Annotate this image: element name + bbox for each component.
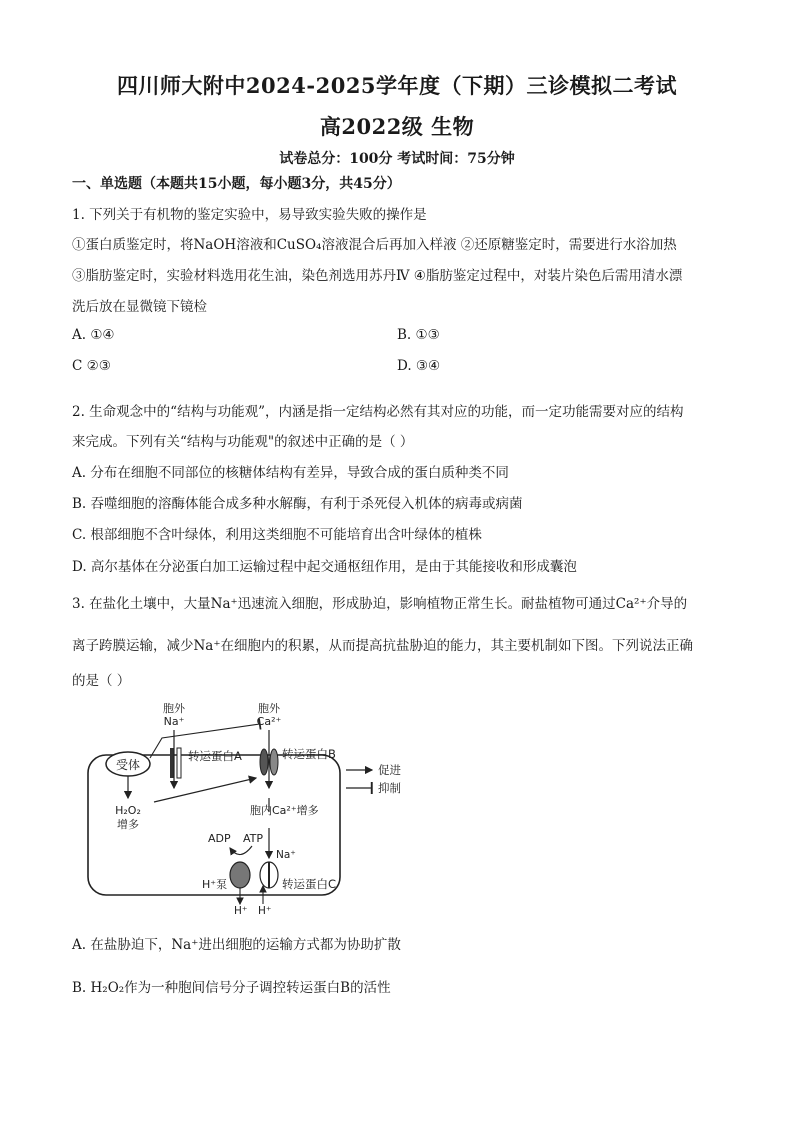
promote-label: 促进 [378, 763, 401, 777]
h-label-1: H⁺ [234, 905, 248, 917]
transporter-b-label: 转运蛋白B [282, 747, 336, 761]
receptor-label: 受体 [115, 758, 141, 772]
intracellular-ca-label: 胞内Ca²⁺增多 [250, 804, 319, 817]
h-pump-shape [230, 862, 250, 888]
q2-stem-line1: 2. 生命观念中的“结构与功能观”，内涵是指一定结构必然有其对应的功能，而一定功能需要对应的结构 [72, 404, 684, 420]
q1-line2: ③脂肪鉴定时，实验材料选用花生油，染色剂选用苏丹Ⅳ ④脂肪鉴定过程中，对装片染色后需用清水漂 [72, 268, 683, 284]
atp-hydrolysis-arrow [230, 846, 252, 855]
section-title: 一、单选题（本题共15小题，每小题3分，共45分） [72, 176, 401, 192]
h2o2-to-b-arrow [154, 778, 256, 802]
q3-option-b: B. H₂O₂作为一种胞间信号分子调控转运蛋白B的活性 [72, 980, 391, 996]
transporter-a-shape [170, 748, 181, 778]
h-label-2: H⁺ [258, 905, 272, 917]
atp-label: ATP [243, 832, 264, 845]
q1-stem: 1. 下列关于有机物的鉴定实验中，易导致实验失败的操作是 [72, 207, 427, 223]
h-pump-label: H⁺泵 [202, 878, 228, 891]
grade-subject: 高2022级 生物 [319, 114, 475, 139]
h2o2-label-2: 增多 [117, 818, 139, 831]
q1-option-b: B. ①③ [397, 327, 440, 343]
q2-stem-line2: 来完成。下列有关“结构与功能观"的叙述中正确的是（ ） [72, 434, 414, 450]
h2o2-label-1: H₂O₂ [115, 804, 141, 817]
q1-line3: 洗后放在显微镜下镜检 [72, 299, 207, 315]
q2-option-b: B. 吞噬细胞的溶酶体能合成多种水解酶，有利于杀死侵入机体的病毒或病菌 [72, 496, 523, 512]
q2-option-a: A. 分布在细胞不同部位的核糖体结构有差异，导致合成的蛋白质种类不同 [72, 465, 509, 481]
exam-title: 四川师大附中2024-2025学年度（下期）三诊模拟二考试 [116, 73, 678, 98]
ion-transport-diagram [80, 698, 420, 918]
extracellular-ca-label-1: 胞外 [258, 702, 280, 715]
adp-label: ADP [208, 832, 231, 845]
q2-option-c: C. 根部细胞不含叶绿体，利用这类细胞不可能培育出含叶绿体的植株 [72, 527, 482, 543]
transporter-c-shape [260, 862, 278, 888]
q1-option-c: C ②③ [72, 358, 111, 374]
q1-option-a: A. ①④ [72, 327, 115, 343]
exam-info: 试卷总分：100分 考试时间：75分钟 [279, 151, 515, 167]
na-c-label: Na⁺ [276, 849, 296, 861]
inhibit-label: 抑制 [378, 781, 401, 795]
transporter-c-label: 转运蛋白C [282, 877, 337, 891]
q3-stem-line1: 3. 在盐化土壤中，大量Na⁺迅速流入细胞，形成胁迫，影响植物正常生长。耐盐植物可通过Ca²⁺介导的 [72, 596, 688, 612]
q1-option-d: D. ③④ [397, 358, 441, 374]
extracellular-ca-label-2: Ca²⁺ [256, 715, 282, 728]
extracellular-na-label-2: Na⁺ [163, 715, 185, 728]
q2-option-d: D. 高尔基体在分泌蛋白加工运输过程中起交通枢纽作用，是由于其能接收和形成囊泡 [72, 559, 577, 575]
q3-option-a: A. 在盐胁迫下，Na⁺进出细胞的运输方式都为协助扩散 [72, 937, 401, 953]
transporter-a-label: 转运蛋白A [188, 749, 242, 763]
q3-stem-line3: 的是（ ） [72, 673, 131, 689]
q3-stem-line2: 离子跨膜运输，减少Na⁺在细胞内的积累，从而提高抗盐胁迫的能力，其主要机制如下图。下列说法正确 [72, 638, 693, 654]
q1-line1: ①蛋白质鉴定时，将NaOH溶液和CuSO₄溶液混合后再加入样液 ②还原糖鉴定时，需要进行水浴加热 [72, 237, 677, 253]
extracellular-na-label-1: 胞外 [163, 702, 185, 715]
